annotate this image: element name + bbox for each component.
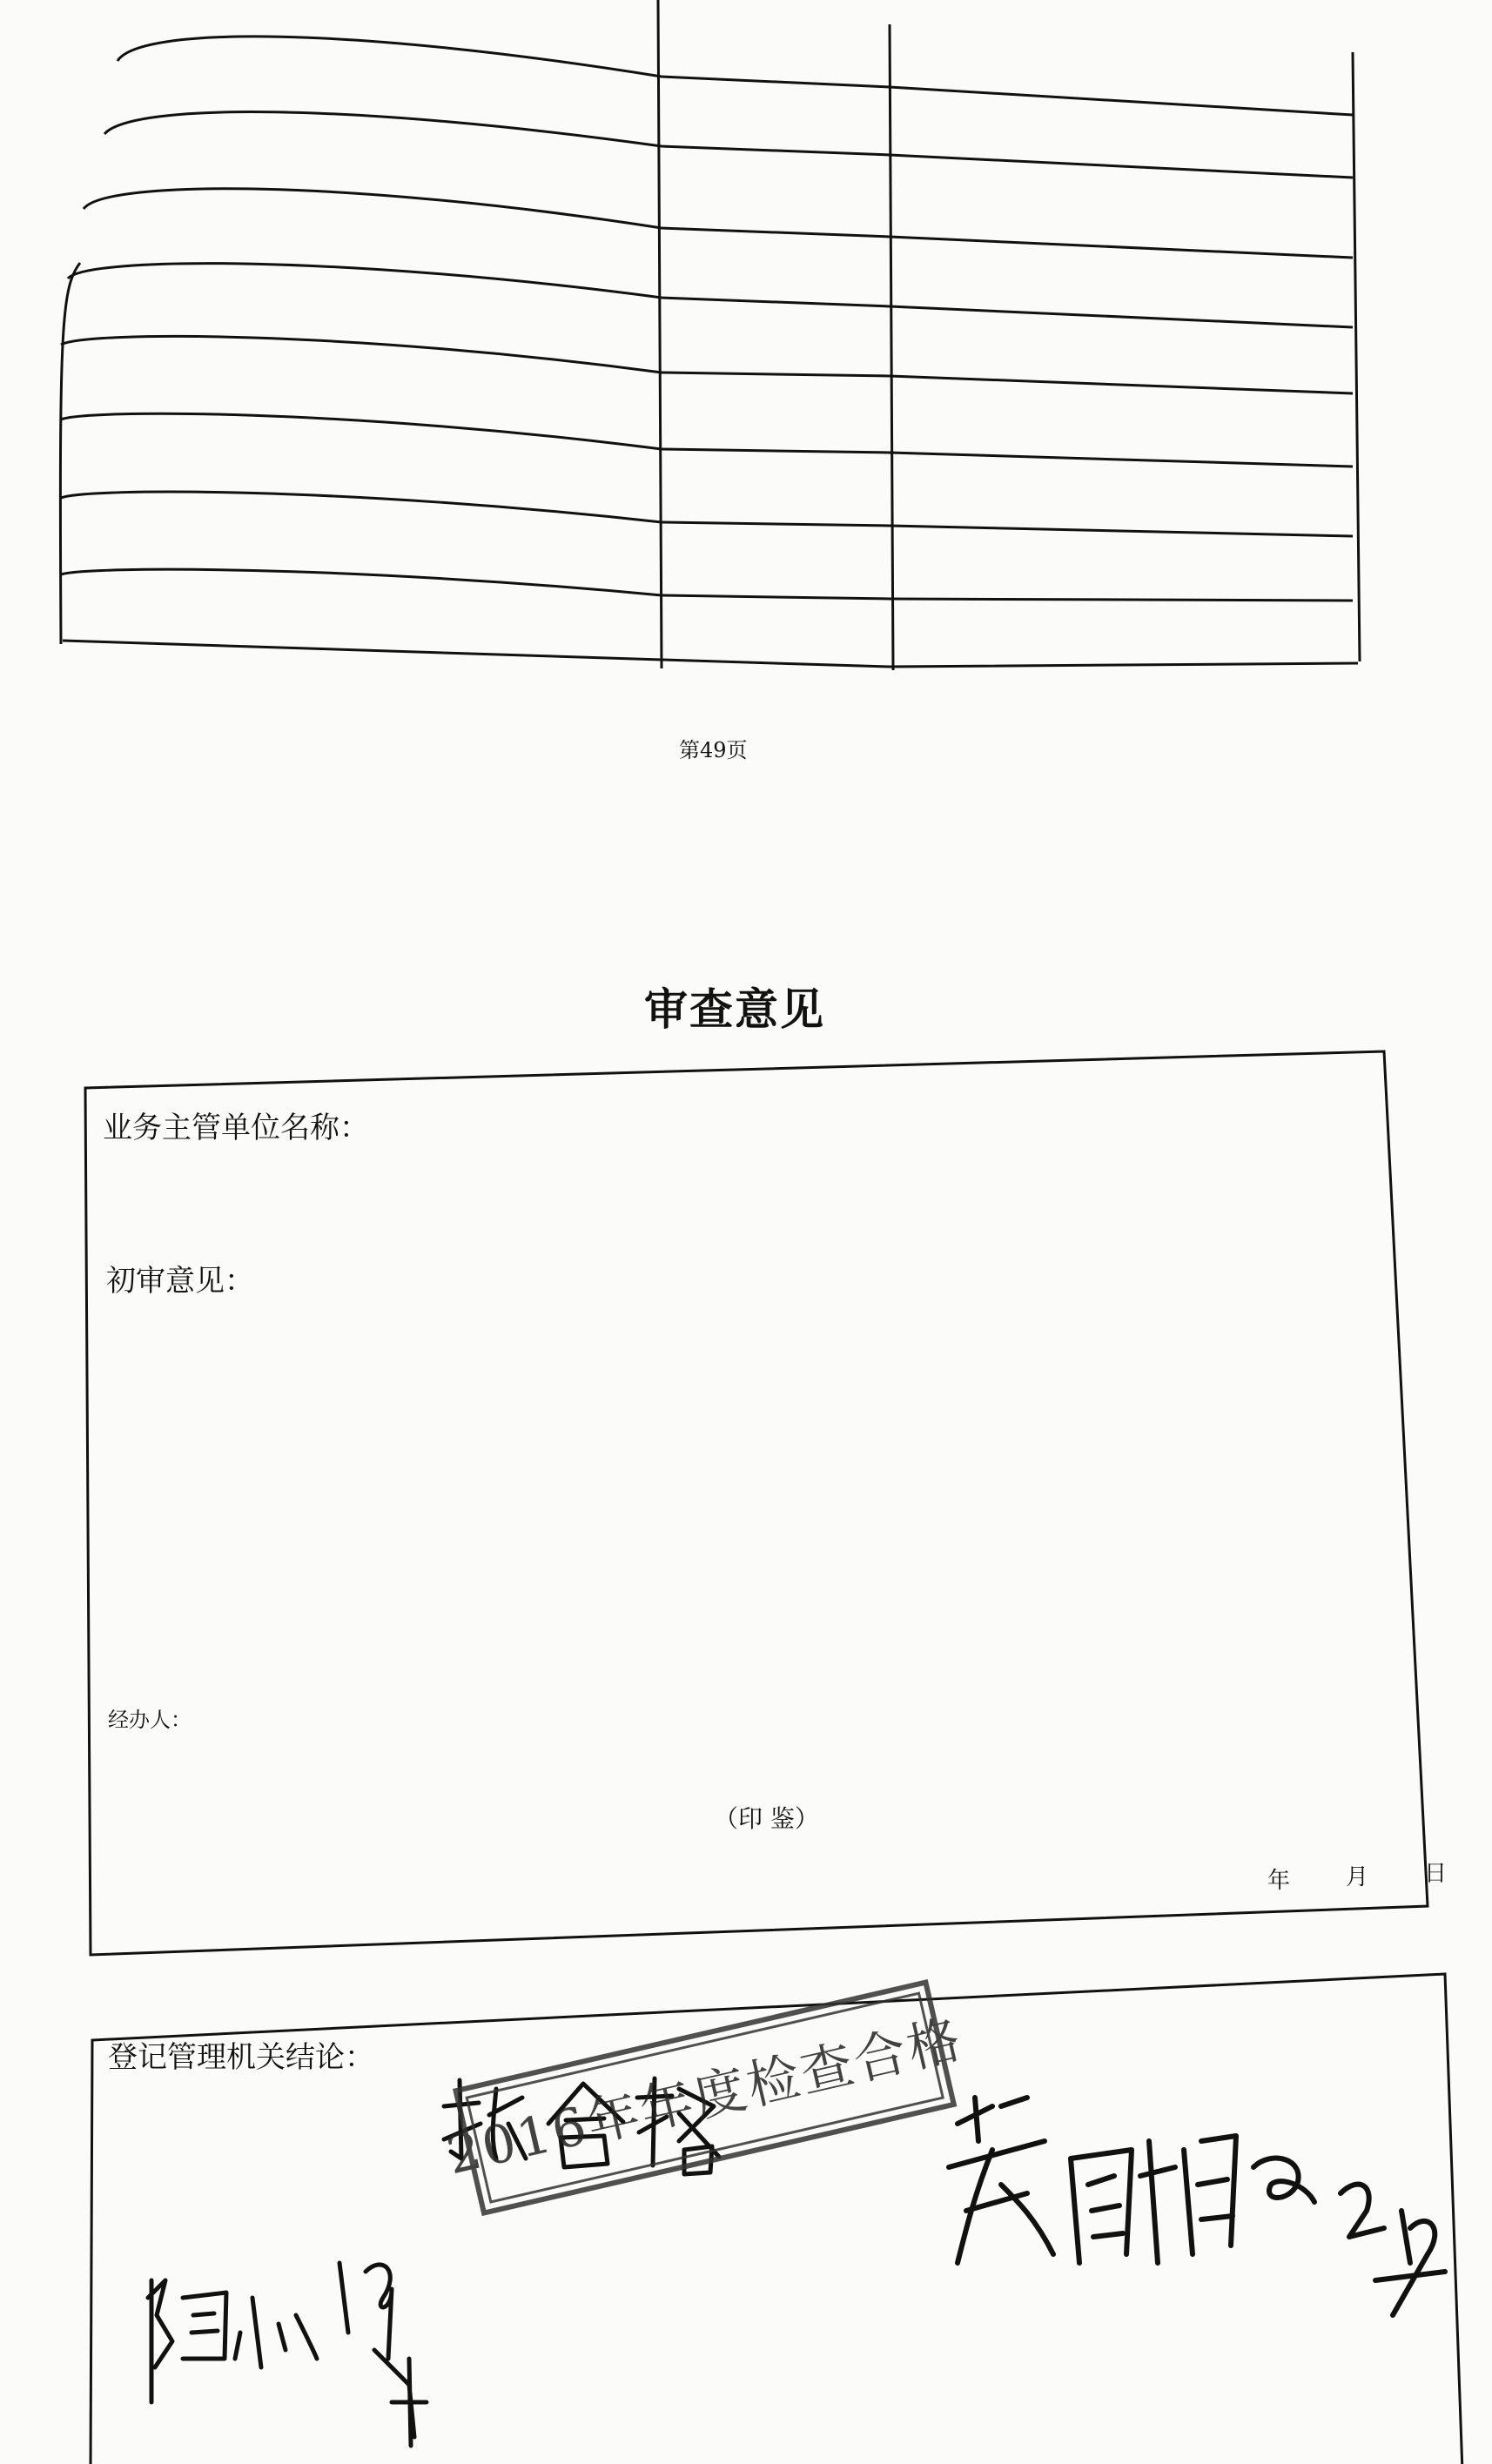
- table-row-line: [84, 189, 1353, 258]
- handwritten-signature-right: [940, 2089, 1462, 2385]
- table-row-line: [61, 336, 1353, 393]
- table-row-line: [61, 413, 1353, 467]
- handwritten-signature-left: [131, 2228, 479, 2454]
- seal-label: （印 鉴）: [714, 1804, 819, 1833]
- handler-label: 经办人：: [108, 1708, 192, 1732]
- table-col-divider-1: [658, 0, 662, 668]
- svg-text:2016年年度检查合格: 2016年年度检查合格: [440, 2008, 969, 2187]
- table-row-line: [61, 569, 1353, 601]
- previous-page-table: [0, 0, 1492, 696]
- table-col-divider-2: [890, 24, 893, 670]
- table-row-line: [104, 112, 1353, 178]
- table-row-line: [118, 37, 1353, 115]
- page-number: 第49页: [679, 738, 748, 762]
- table-right-border: [1353, 52, 1360, 661]
- preliminary-opinion-label: 初审意见：: [106, 1264, 254, 1299]
- supervisor-unit-label: 业务主管单位名称：: [103, 1111, 369, 1145]
- table-left-border: [60, 263, 80, 644]
- table-bottom-border: [63, 641, 1358, 667]
- registration-conclusion-label: 登记管理机关结论：: [108, 2040, 374, 2075]
- table-row-line: [68, 264, 1353, 327]
- section-title: 审查意见: [644, 984, 825, 1035]
- date-day-label: 日: [1424, 1861, 1448, 1887]
- date-year-label: 年: [1267, 1868, 1291, 1894]
- date-month-label: 月: [1346, 1864, 1369, 1890]
- table-row-line: [61, 492, 1353, 536]
